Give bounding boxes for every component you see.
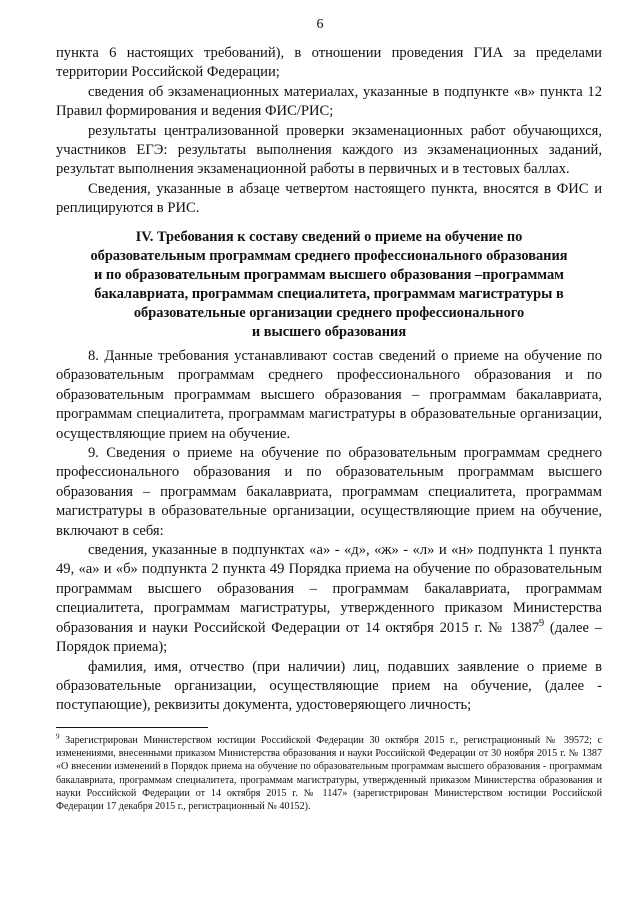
heading-line: бакалавриата, программам специалитета, программам магистратуры в [94, 286, 564, 302]
heading-line: образовательные организации среднего профессионального [133, 305, 525, 321]
footnote-divider [56, 727, 208, 728]
paragraph-items [56, 541, 602, 657]
heading-line: IV. Требования к составу сведений о приеме на обучение по [135, 229, 523, 245]
page-number: 6 [316, 17, 324, 32]
footnote [56, 734, 602, 813]
paragraph-8: 8. Данные требования устанавливают состав сведений о приеме на обучение по образовательным программам среднего профессионального образования и по образовательным программам высшего образования – программам бакалавриата, программам специалитета, программам магистратуры в образовательные организации, осуществляющие прием на обучение. [56, 348, 602, 442]
items-text-tail: (далее – Порядок приема); [56, 619, 602, 656]
top-text-block [56, 44, 602, 219]
section-text-block [56, 347, 602, 716]
paragraph-9: 9. Сведения о приеме на обучение по образовательным программам среднего профессионального образования и по образовательным программам высшего образования – программам бакалавриата, программам специалитета, программам магистратуры в образовательные организации, осуществляющие прием на обучение, включают в себя: [56, 445, 602, 539]
paragraph-applicants: фамилия, имя, отчество (при наличии) лиц, подавших заявление о приеме в образовательные организации, осуществляющие прием на обучение, (далее - поступающие), реквизиты документа, удостоверяющего личность; [56, 658, 602, 714]
section-heading [56, 228, 602, 342]
heading-line: и по образовательным программам высшего образования –программам [94, 267, 564, 283]
footnote-reference[interactable]: 9 [539, 617, 545, 629]
items-text: сведения, указанные в подпунктах «а» - «д», «ж» - «л» и «н» подпункта 1 пункта 49, «а» и «б» подпункта 2 пункта 49 Порядка приема на обучение по образовательным программам высшего образования – программам бакалавриата, программам специалитета, программам магистратуры, утвержденного приказом Министерства образования и науки Российской Федерации от 14 октября 2015 г. № 1387 [56, 542, 602, 636]
paragraph-check-results: результаты централизованной проверки экзаменационных работ обучающихся, участников ЕГЭ: результаты выполнения каждого из экзаменационных заданий, результат выполнения экзаменационной работы в первичных и в тестовых баллах. [56, 122, 602, 178]
footnote-text: Зарегистрирован Министерством юстиции Российской Федерации 30 октября 2015 г., регистрационный № 39572; с изменениями, внесенными приказом Министерства образования и науки Российской Федерации от 30 ноября 2015 г. № 1387 «О внесении изменений в Порядок приема на обучение по образовательным программам высшего образования - программам бакалавриата, программам специалитета, программам магистратуры, утвержденный приказом Министерства образования и науки Российской Федерации от 14 октября 2015 г. № 1147» (зарегистрирован Министерством юстиции Российской Федерации 17 декабря 2015 г., регистрационный № 40152). [56, 735, 602, 813]
footnote-mark: 9 [56, 732, 60, 741]
paragraph-exam-materials: сведения об экзаменационных материалах, указанные в подпункте «в» пункта 12 Правил формирования и ведения ФИС/РИС; [56, 83, 602, 120]
heading-line: и высшего образования [251, 324, 407, 340]
paragraph-replication: Сведения, указанные в абзаце четвертом настоящего пункта, вносятся в ФИС и реплицируются в РИС. [56, 180, 602, 217]
paragraph-continuation: пункта 6 настоящих требований), в отношении проведения ГИА за пределами территории Российской Федерации; [56, 45, 602, 81]
heading-line: образовательным программам среднего профессионального образования [90, 248, 568, 264]
